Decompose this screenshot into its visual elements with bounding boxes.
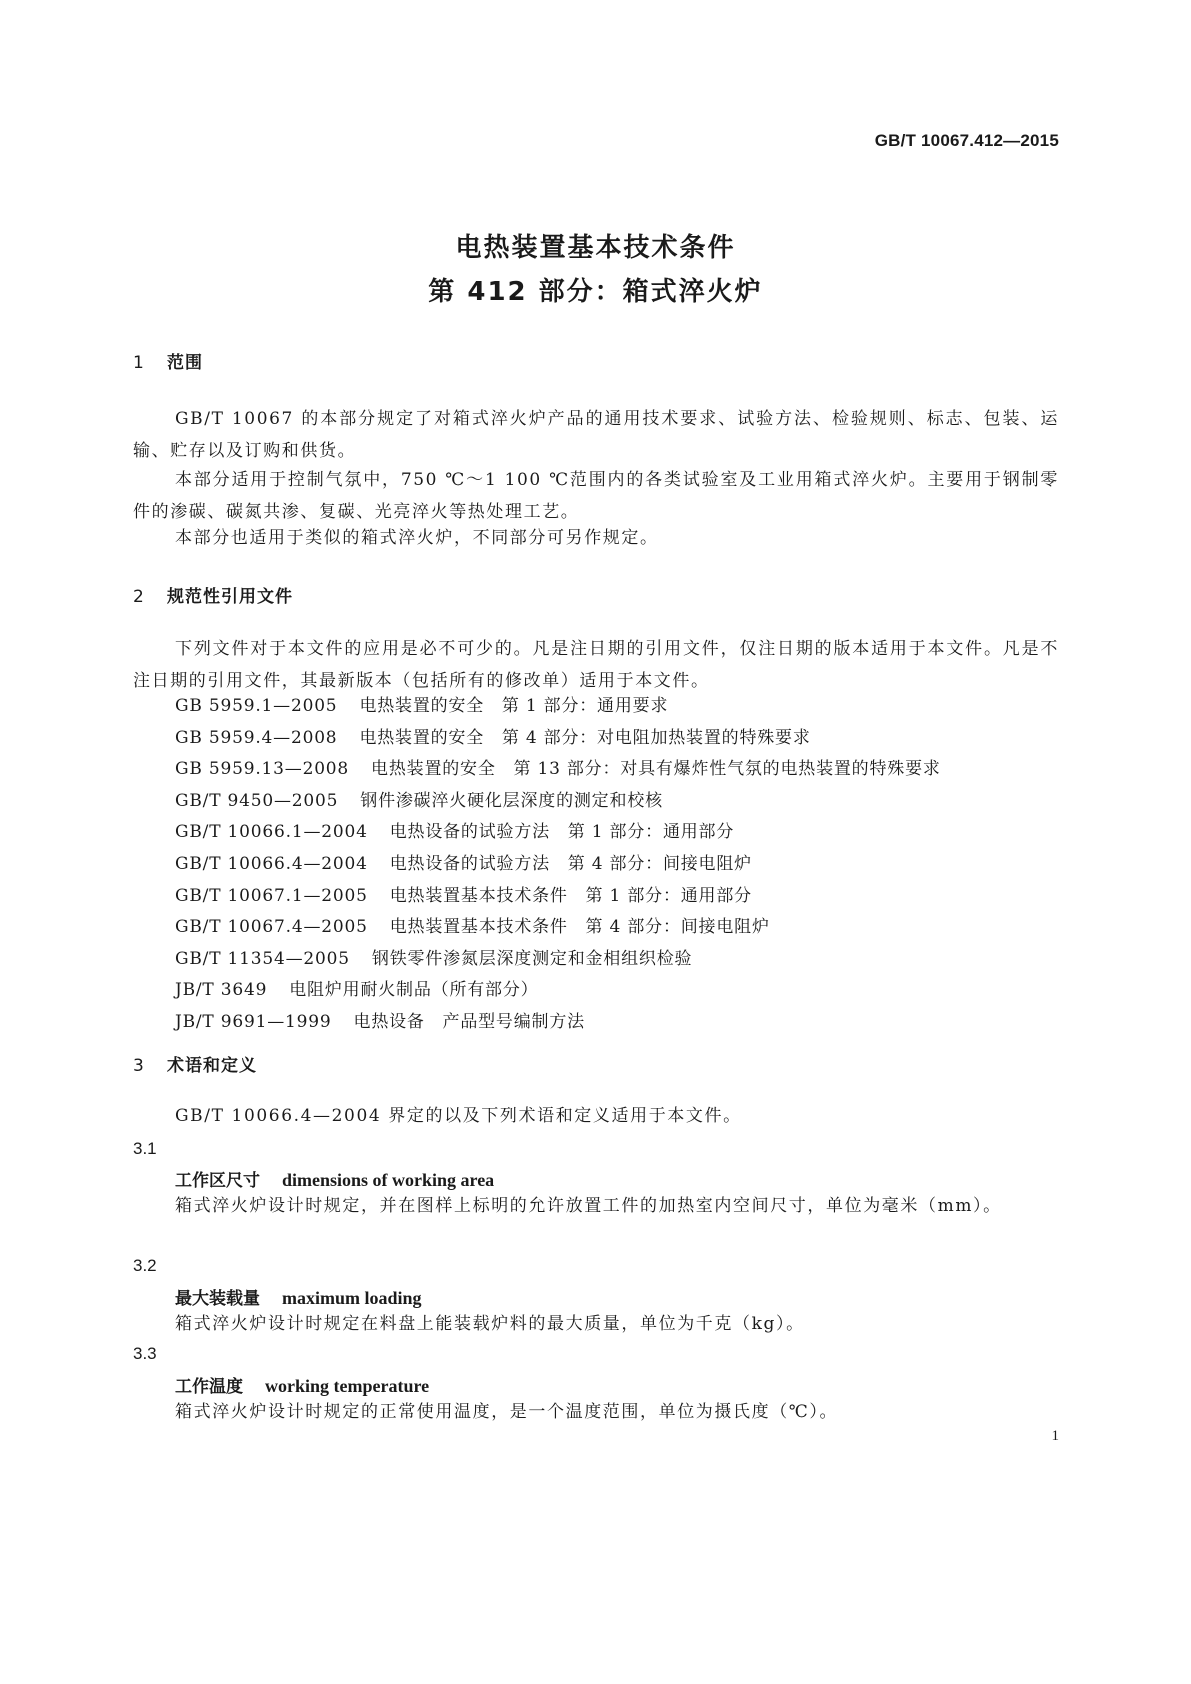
reference-code: GB/T 11354—2005 bbox=[175, 948, 350, 969]
scope-paragraph-3: 本部分也适用于类似的箱式淬火炉，不同部分可另作规定。 bbox=[175, 528, 659, 548]
reference-title: 电热设备的试验方法 第 4 部分：间接电阻炉 bbox=[389, 853, 752, 874]
reference-title: 电热装置的安全 第 4 部分：对电阻加热装置的特殊要求 bbox=[359, 727, 811, 748]
reference-item bbox=[175, 881, 941, 913]
section-number: 2 bbox=[133, 587, 145, 607]
reference-code: JB/T 3649 bbox=[175, 980, 268, 1001]
terms-intro: GB/T 10066.4—2004 界定的以及下列术语和定义适用于本文件。 bbox=[175, 1106, 742, 1126]
term-title bbox=[175, 1166, 494, 1191]
reference-code: JB/T 9691—1999 bbox=[175, 1011, 332, 1032]
reference-title: 电热装置基本技术条件 第 4 部分：间接电阻炉 bbox=[389, 917, 770, 938]
reference-item bbox=[175, 912, 941, 944]
term-definition: 箱式淬火炉设计时规定的正常使用温度，是一个温度范围，单位为摄氏度（℃）。 bbox=[175, 1402, 839, 1422]
reference-title: 电热设备的试验方法 第 1 部分：通用部分 bbox=[389, 822, 735, 843]
section-3-heading bbox=[133, 1051, 257, 1076]
reference-code: GB/T 10067.4—2005 bbox=[175, 917, 368, 938]
term-zh: 工作温度 bbox=[175, 1377, 243, 1397]
title-line-2: 第 412 部分：箱式淬火炉 bbox=[428, 277, 763, 307]
reference-code: GB 5959.4—2008 bbox=[175, 727, 338, 748]
reference-list bbox=[175, 691, 941, 1039]
reference-item bbox=[175, 754, 941, 786]
reference-item bbox=[175, 786, 941, 818]
reference-item bbox=[175, 944, 941, 976]
section-title: 规范性引用文件 bbox=[167, 587, 293, 607]
section-title: 范围 bbox=[167, 353, 203, 373]
section-title: 术语和定义 bbox=[167, 1056, 257, 1076]
reference-code: GB 5959.13—2008 bbox=[175, 759, 350, 780]
reference-code: GB/T 9450—2005 bbox=[175, 790, 339, 811]
term-en: dimensions of working area bbox=[282, 1170, 495, 1190]
section-number: 1 bbox=[133, 353, 145, 373]
reference-item bbox=[175, 975, 941, 1007]
reference-title: 电阻炉用耐火制品（所有部分） bbox=[289, 980, 539, 1001]
scope-paragraph-2: 本部分适用于控制气氛中，750 ℃～1 100 ℃范围内的各类试验室及工业用箱式淬火炉。主要用于钢制零件的渗碳、碳氮共渗、复碳、光亮淬火等热处理工艺。 bbox=[133, 470, 1059, 522]
reference-title: 电热装置的安全 第 13 部分：对具有爆炸性气氛的电热装置的特殊要求 bbox=[371, 759, 941, 780]
page-number: 1 bbox=[1051, 1428, 1059, 1444]
term-definition: 箱式淬火炉设计时规定在料盘上能装载炉料的最大质量，单位为千克（kg）。 bbox=[175, 1314, 805, 1334]
term-title bbox=[175, 1284, 422, 1309]
reference-code: GB/T 10067.1—2005 bbox=[175, 885, 368, 906]
reference-title: 钢件渗碳淬火硬化层深度的测定和校核 bbox=[360, 790, 663, 811]
reference-item bbox=[175, 723, 941, 755]
term-en: maximum loading bbox=[282, 1288, 422, 1308]
section-1-heading bbox=[133, 348, 203, 373]
references-intro: 下列文件对于本文件的应用是必不可少的。凡是注日期的引用文件，仅注日期的版本适用于本文件。凡是不注日期的引用文件，其最新版本（包括所有的修改单）适用于本文件。 bbox=[133, 639, 1059, 691]
term-number: 3.1 bbox=[133, 1139, 157, 1158]
title-line-1: 电热装置基本技术条件 bbox=[455, 233, 736, 263]
reference-code: GB/T 10066.4—2004 bbox=[175, 853, 368, 874]
term-zh: 工作区尺寸 bbox=[175, 1171, 260, 1191]
term-number: 3.3 bbox=[133, 1344, 157, 1363]
term-number: 3.2 bbox=[133, 1256, 157, 1275]
term-definition: 箱式淬火炉设计时规定，并在图样上标明的允许放置工件的加热室内空间尺寸，单位为毫米（mm）。 bbox=[175, 1196, 1002, 1216]
reference-item bbox=[175, 817, 941, 849]
reference-title: 电热装置基本技术条件 第 1 部分：通用部分 bbox=[389, 885, 752, 906]
term-title bbox=[175, 1372, 429, 1397]
reference-title: 钢铁零件渗氮层深度测定和金相组织检验 bbox=[371, 948, 693, 969]
section-number: 3 bbox=[133, 1056, 145, 1076]
standard-number: GB/T 10067.412—2015 bbox=[874, 131, 1059, 150]
scope-paragraph-1: GB/T 10067 的本部分规定了对箱式淬火炉产品的通用技术要求、试验方法、检验规则、标志、包装、运输、贮存以及订购和供货。 bbox=[133, 409, 1059, 461]
reference-item bbox=[175, 691, 941, 723]
reference-item bbox=[175, 1007, 941, 1039]
section-2-heading bbox=[133, 582, 293, 607]
term-en: working temperature bbox=[265, 1376, 430, 1396]
document-title bbox=[0, 226, 1191, 314]
reference-title: 电热设备 产品型号编制方法 bbox=[353, 1011, 585, 1032]
reference-title: 电热装置的安全 第 1 部分：通用要求 bbox=[359, 696, 669, 716]
reference-code: GB 5959.1—2005 bbox=[175, 696, 338, 716]
reference-item bbox=[175, 849, 941, 881]
term-zh: 最大装载量 bbox=[175, 1289, 260, 1309]
reference-code: GB/T 10066.1—2004 bbox=[175, 822, 368, 843]
